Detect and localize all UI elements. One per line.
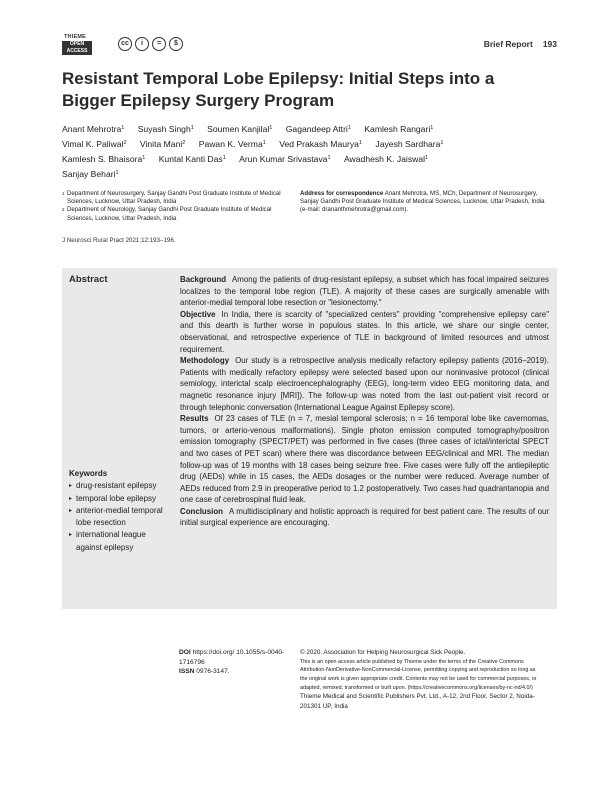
author: Pawan K. Verma$^1$ [198, 139, 266, 149]
author-list [62, 121, 482, 181]
doi-label: DOI [179, 649, 191, 656]
correspondence-text: Anant Mehrotra, MS, MCh, Department of Neurosurgery, Sanjay Gandhi Post Graduate Institute of Medical Sciences, Lucknow, Uttar Pradesh, India (e-mail: drananthmehrotra@gmail.com). [300, 190, 545, 214]
cc-icon: cc [118, 37, 132, 51]
license-block [300, 648, 540, 711]
license-text: This is an open access article published by Thieme under the terms of the Creative Commons Attribution-NonDerivative-NonCommercial-License, permitting copying and reproduction so long as the original work is given appropriate credit. Contents may not be used for commercial purposes, or adapted, remixed, transformed or built upon. (https://creativecommons.org/licenses/by-nc-nd/4.0/) [300, 658, 537, 691]
affiliation: 2 Department of Neurology, Sanjay Gandhi Post Graduate Institute of Medical Sciences, Lucknow, Uttar Pradesh, India [62, 206, 272, 222]
author: Kuntal Kanti Das$^1$ [158, 154, 226, 164]
author: Gagandeep Attri$^1$ [285, 124, 351, 134]
journal-citation: J Neurosci Rural Pract 2021;12:193–196. [62, 237, 176, 244]
author: Jayesh Sardhara$^1$ [375, 139, 444, 149]
page-number: 193 [542, 39, 557, 49]
keywords-block [69, 468, 169, 554]
abstract-results: Results Of 23 cases of TLE (n = 7, mesial temporal sclerosis; n = 16 temporal lobe like cavernomas, tumors, or arterio-venous malformations). Single photon emission computed tomography/positron emission tomography (SPECT/PET) was performed in five cases (three cases of ictal/interictal SPECT and two cases of PET scan) where there was discordance between EEG/clinical and MRI. The median follow-up was of 19 months with 18 cases being seizure free. Five cases were fully off the antiepileptic drug (AEDs) while in 15 cases, the AEDs dosages or the number were reduced. Average number of AEDs reduced from 2.9 in preoperative period to 1.2 postoperatively. Two cases had quadrantanopia and one case of cerebrospinal fluid leak. [180, 414, 549, 505]
affiliation: 1 Department of Neurosurgery, Sanjay Gandhi Post Graduate Institute of Medical Sciences, Lucknow, Uttar Pradesh, India [62, 190, 281, 206]
author: Ved Prakash Maurya$^1$ [279, 139, 363, 149]
keyword-item: ▸ international league against epilepsy [69, 529, 169, 554]
author: Kamlesh Rangari$^1$ [364, 124, 434, 134]
abstract-heading: Abstract [69, 274, 108, 285]
correspondence-label: Address for correspondence [300, 190, 384, 197]
keyword-item: ▸ anterior-medial temporal lobe resection [69, 505, 169, 530]
page-header [62, 34, 557, 56]
abstract-methodology: Methodology Our study is a retrospective analysis medically refactory epilepsy patients (2016–2019). Patients with medically refactory epilepsy were selected based upon our noninvasive protocol (clinical semiology, interictal scalp electroencephalography (EEG), long-term video EEG monitoring data, and magnetic resonance injury [MRI]). The follow-up was noted from the last out-patient visit record or through telephonic conversation (International League Against Epilepsy score). [180, 356, 549, 412]
author: Vinita Mani$^2$ [139, 139, 186, 149]
abstract-background: Background Among the patients of drug-resistant epilepsy, a subset which has focal impaired seizures localizes to the temporal lobe region (TLE). A majority of these cases are surgically amenable with anterior-medial temporal lobe resection or "lesionectomy." [180, 275, 549, 308]
creative-commons-icons [118, 37, 183, 51]
by-icon: i [135, 37, 149, 51]
author: Vimal K. Paliwal$^2$ [62, 139, 127, 149]
doi-block [179, 648, 289, 677]
author: Anant Mehrotra$^1$ [62, 124, 125, 134]
open-access-badge: OPEN ACCESS [62, 41, 92, 55]
article-title: Resistant Temporal Lobe Epilepsy: Initial Steps into a Bigger Epilepsy Surgery Program [62, 69, 495, 110]
author: Suyash Singh$^1$ [137, 124, 194, 134]
abstract-body [180, 274, 549, 529]
author: Awadhesh K. Jaiswal$^1$ [343, 154, 429, 164]
section-label: Brief Report [483, 39, 533, 49]
publisher-name: THIEME [64, 34, 86, 40]
abstract-objective: Objective In India, there is scarcity of "specialized centers" providing "comprehensive epilepsy care" and this dearth is further worse in populous states. In this article, we share our single center, observational, and retrospective experience of TLE in background of limited resources and utmost requirement. [180, 309, 549, 354]
correspondence-address [300, 190, 550, 215]
author: Arun Kumar Srivastava$^1$ [239, 154, 331, 164]
keywords-heading: Keywords [69, 469, 108, 478]
author: Kamlesh S. Bhaisora$^1$ [62, 154, 146, 164]
keywords-list [69, 480, 169, 554]
nc-icon: $ [169, 37, 183, 51]
abstract-conclusion: Conclusion A multidisciplinary and holistic approach is required for best patient care. The results of our initial surgical experience are encouraging. [180, 506, 549, 528]
copyright-line: © 2020. Association for Helping Neurosurgical Sick People. [300, 649, 466, 656]
affiliations [62, 190, 287, 223]
doi-link[interactable]: https://doi.org/ 10.1055/s-0040-1716796 [179, 649, 285, 666]
thieme-open-access-logo [62, 34, 94, 56]
issn-label: ISSN [179, 668, 195, 675]
running-head [484, 39, 557, 49]
author: Soumen Kanjilal$^1$ [207, 124, 273, 134]
publisher-address: Thieme Medical and Scientific Publishers Pvt. Ltd., A-12, 2nd Floor, Sector 2, Noida-201301 UP, India [300, 693, 535, 710]
issn-value: 0976-3147. [196, 668, 230, 675]
keyword-item: ▸ drug-resistant epilepsy [69, 480, 169, 492]
author: Sanjay Behari$^1$ [62, 169, 119, 179]
keyword-item: ▸ temporal lobe epilepsy [69, 493, 169, 505]
abstract-box [62, 268, 557, 609]
nd-icon: = [152, 37, 166, 51]
